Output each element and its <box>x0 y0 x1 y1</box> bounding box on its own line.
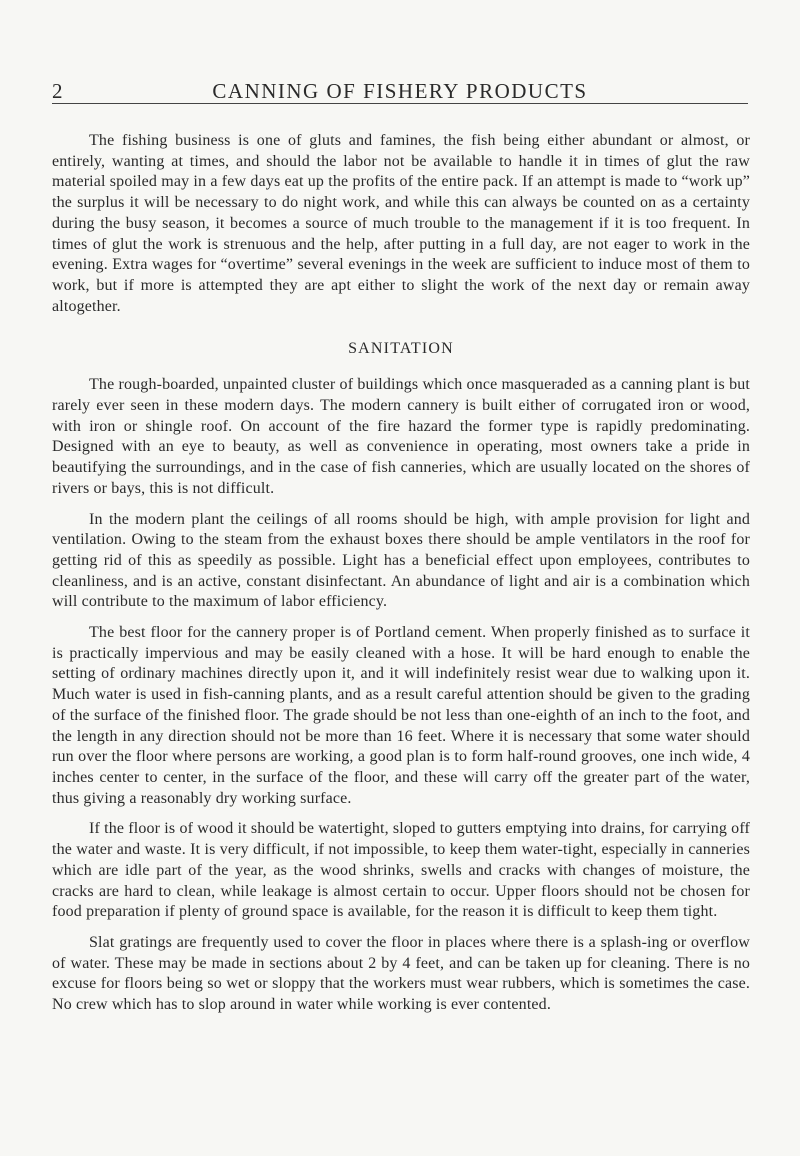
section-heading-sanitation: SANITATION <box>348 340 454 358</box>
paragraph-cannery-buildings: The rough-boarded, unpainted cluster of buildings which once masqueraded as a canning plant is but rarely ever seen in these modern days. The modern cannery is built either of corrugated iron or wood, with iron or shingle roof. On account of the fire hazard the former type is rapidly predominating. Designed with an eye to beauty, as well as convenience in operating, most owners take a pride in beautifying the surroundings, and in the case of fish canneries, which are usually located on the shores of rivers or bays, this is not difficult. <box>52 376 750 497</box>
paragraph-fishing-gluts: The fishing business is one of gluts and famines, the fish being either abundant or almost, or entirely, wanting at times, and should the labor not be available to handle it in times of glut the raw material spoiled may in a few days eat up the profits of the entire pack. If an attempt is made to “work up” the surplus it will be necessary to do night work, and while this can always be counted on as a certainty during the busy season, it becomes a source of much trouble to the management if it is too frequent. In times of glut the work is strenuous and the help, after putting in a full day, are not eager to work in the evening. Extra wages for “overtime” several evenings in the week are sufficient to induce most of them to work, but if more is attempted they are apt either to slight the work of the next day or remain away altogether. <box>52 132 750 315</box>
page-number: 2 <box>52 79 64 103</box>
running-title: CANNING OF FISHERY PRODUCTS <box>212 79 588 103</box>
paragraph-light-ventilation: In the modern plant the ceilings of all rooms should be high, with ample provision for light and ventilation. Owing to the steam from the exhaust boxes there should be ample ventilators in the roof for getting rid of this as speedily as possible. Light has a beneficial effect upon employees, contributes to cleanliness, and is an active, constant disinfectant. An abundance of light and air is a combination which will contribute to the maximum of labor efficiency. <box>52 510 750 611</box>
paragraph-slat-gratings: Slat gratings are frequently used to cover the floor in places where there is a splash-ing or overflow of water. These may be made in sections about 2 by 4 feet, and can be taken up for cleaning. There is no excuse for floors being so wet or sloppy that the workers must wear rubbers, which is sometimes the case. No crew which has to slop around in water while working is ever contented. <box>52 933 750 1014</box>
paragraph-wood-floor: If the floor is of wood it should be watertight, sloped to gutters emptying into drains, for carrying off the water and waste. It is very difficult, if not impossible, to keep them water-tight, especially in canneries which are idle part of the year, as the wood shrinks, swells and cracks with changes of moisture, the cracks are hard to clean, while leakage is almost certain to occur. Upper floors should not be chosen for food preparation if plenty of ground space is available, for the reason it is difficult to keep them tight. <box>52 820 750 921</box>
body-text <box>52 131 750 1016</box>
paragraph-cement-floor: The best floor for the cannery proper is of Portland cement. When properly finished as to surface it is practically impervious and may be easily cleaned with a hose. It will be hard enough to enable the setting of ordinary machines directly upon it, and it will indefinitely resist wear due to walking upon it. Much water is used in fish-canning plants, and as a result careful attention should be given to the grading of the surface of the finished floor. The grade should be not less than one-eighth of an inch to the foot, and the length in any direction should not be more than 16 feet. Where it is necessary that some water should run over the floor where persons are working, a good plan is to form half-round grooves, one inch wide, 4 inches center to center, in the surface of the floor, and these will carry off the greater part of the water, thus giving a reasonably dry working surface. <box>52 624 750 807</box>
running-head <box>52 79 748 103</box>
header-rule <box>52 103 748 104</box>
